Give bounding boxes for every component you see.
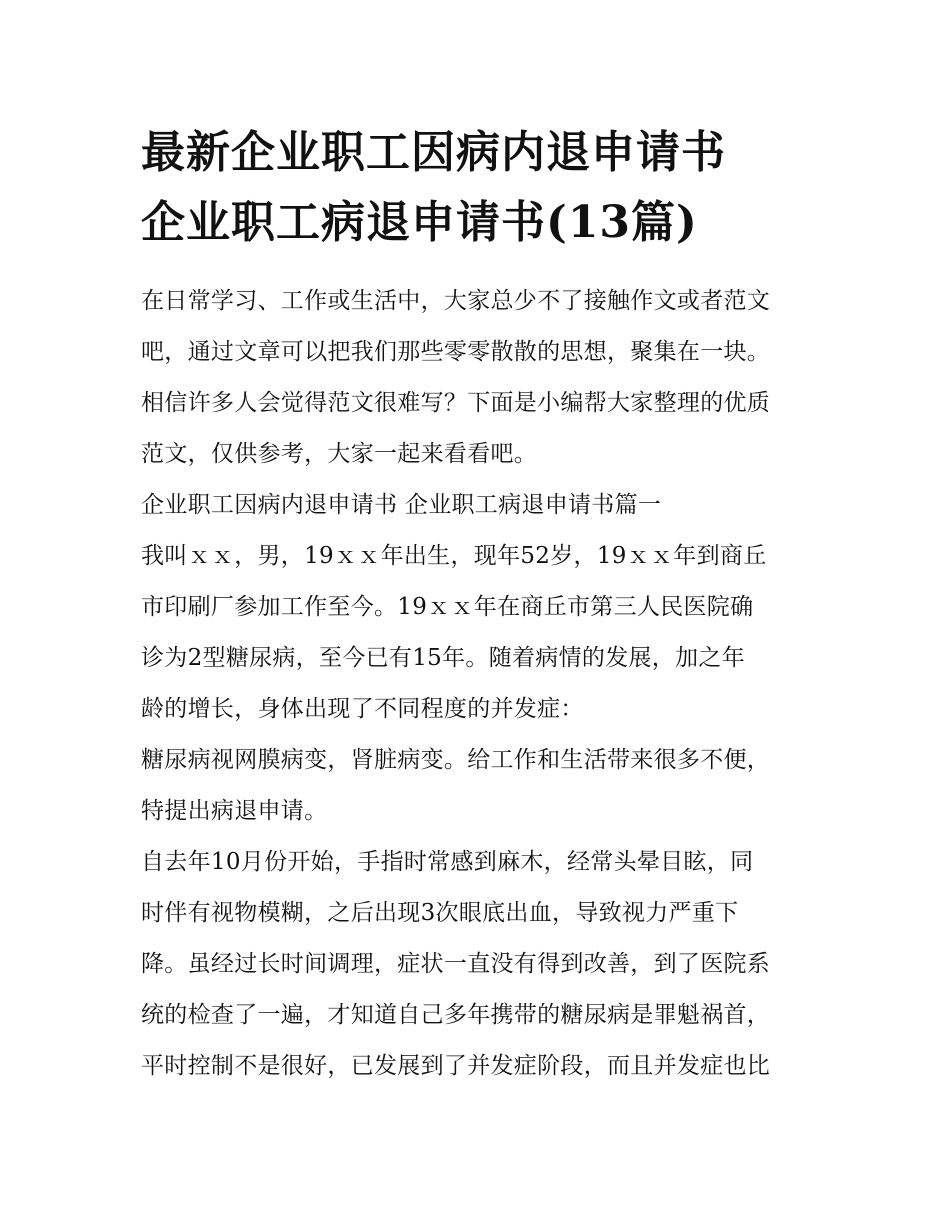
body-line-8: 时伴有视物模糊，之后出现3次眼底出血，导致视力严重下 xyxy=(141,900,739,926)
body-line-10: 统的检查了一遍，才知道自己多年携带的糖尿病是罪魁祸首， xyxy=(141,1002,771,1028)
document-body xyxy=(141,276,831,1092)
intro-line-1: 在日常学习、工作或生活中，大家总少不了接触作文或者范文 xyxy=(141,288,771,314)
title-line-2: 企业职工病退申请书(13篇) xyxy=(141,197,698,248)
body-line-5: 糖尿病视网膜病变，肾脏病变。给工作和生活带来很多不便， xyxy=(141,747,771,773)
body-line-6: 特提出病退申请。 xyxy=(141,798,328,824)
intro-line-4: 范文，仅供参考，大家一起来看看吧。 xyxy=(141,441,538,467)
body-line-3: 诊为2型糖尿病，至今已有15年。随着病情的发展，加之年 xyxy=(141,645,745,671)
intro-line-3: 相信许多人会觉得范文很难写？下面是小编帮大家整理的优质 xyxy=(141,390,771,416)
body-line-9: 降。虽经过长时间调理，症状一直没有得到改善，到了医院系 xyxy=(141,951,771,977)
body-line-11: 平时控制不是很好，已发展到了并发症阶段，而且并发症也比 xyxy=(141,1053,771,1079)
intro-line-2: 吧，通过文章可以把我们那些零零散散的思想，聚集在一块。 xyxy=(141,339,771,365)
title-line-1: 最新企业职工因病内退申请书 xyxy=(141,127,726,178)
document-title xyxy=(141,118,821,258)
body-line-4: 龄的增长，身体出现了不同程度的并发症： xyxy=(141,696,584,722)
body-line-7: 自去年10月份开始，手指时常感到麻木，经常头晕目眩，同 xyxy=(141,849,754,875)
body-line-1: 我叫ｘｘ，男，19ｘｘ年出生，现年52岁，19ｘｘ年到商丘 xyxy=(141,543,767,569)
section-heading: 企业职工因病内退申请书 企业职工病退申请书篇一 xyxy=(141,492,662,518)
body-line-2: 市印刷厂参加工作至今。19ｘｘ年在商丘市第三人民医院确 xyxy=(141,594,754,620)
